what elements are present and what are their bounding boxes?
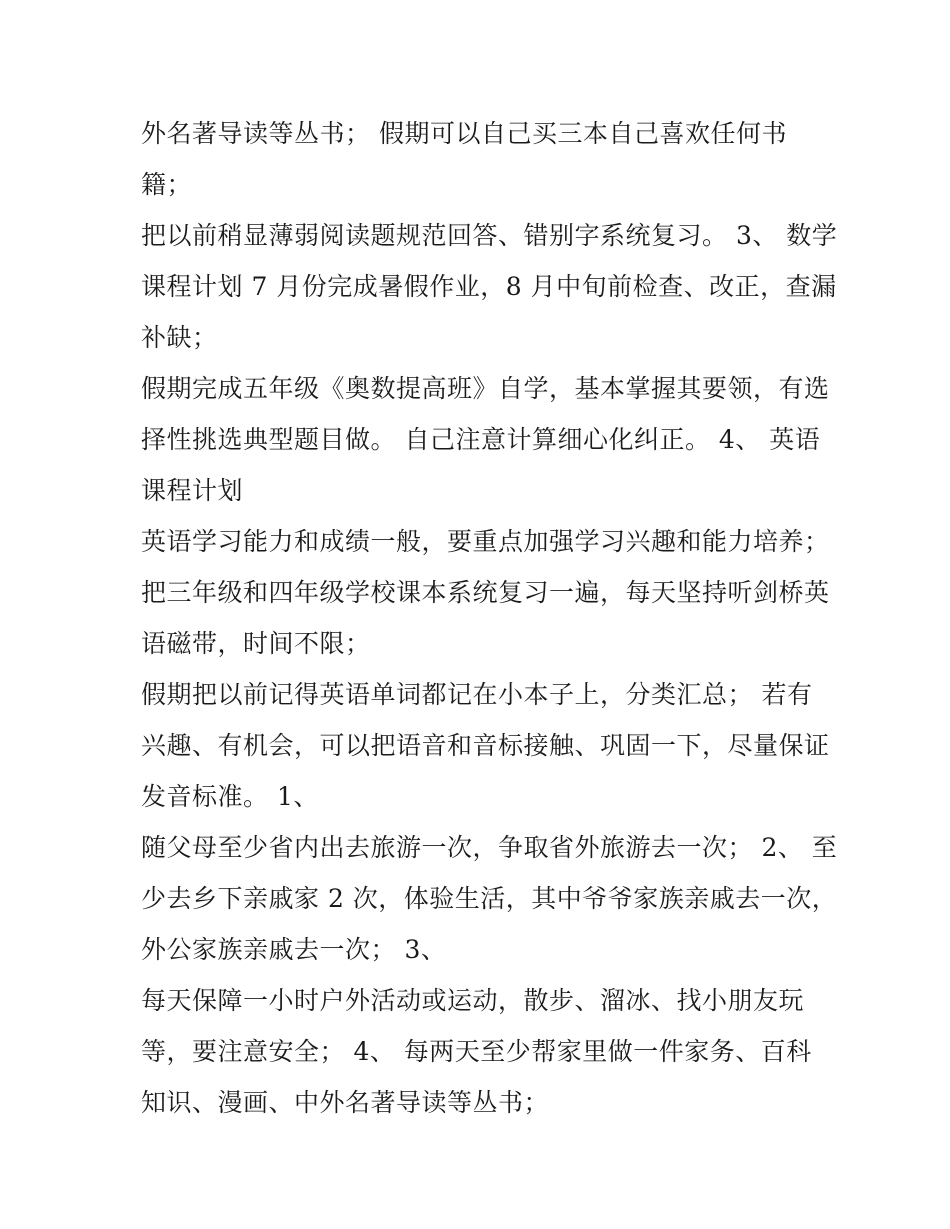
text-line: 外公家族亲戚去一次； 3、 (141, 935, 447, 964)
text-line: 假期把以前记得英语单词都记在小本子上，分类汇总； 若有 (141, 680, 813, 709)
text-line: 知识、漫画、中外名著导读等丛书； (141, 1088, 550, 1117)
text-line: 兴趣、有机会，可以把语音和音标接触、巩固一下，尽量保证 (141, 731, 830, 760)
text-line: 择性挑选典型题目做。 自己注意计算细心化纠正。 4、 英语 (141, 425, 821, 454)
text-line: 随父母至少省内出去旅游一次，争取省外旅游去一次； 2、 至 (141, 833, 838, 862)
text-line: 课程计划 (141, 476, 244, 505)
document-body (141, 108, 841, 1128)
text-line: 英语学习能力和成绩一般，要重点加强学习兴趣和能力培养； (141, 527, 830, 556)
text-line: 把三年级和四年级学校课本系统复习一遍，每天坚持听剑桥英 (141, 578, 830, 607)
text-line: 把以前稍显薄弱阅读题规范回答、错别字系统复习。 3、 数学 (141, 221, 838, 250)
text-line: 课程计划 7 月份完成暑假作业，8 月中旬前检查、改正，查漏 (141, 272, 837, 301)
text-line: 外名著导读等丛书； 假期可以自己买三本自己喜欢任何书 (141, 119, 787, 148)
text-line: 每天保障一小时户外活动或运动，散步、溜冰、找小朋友玩 (141, 986, 805, 1015)
text-line: 语磁带，时间不限； (141, 629, 371, 658)
text-line: 少去乡下亲戚家 2 次，体验生活，其中爷爷家族亲戚去一次， (141, 884, 838, 913)
text-line: 等，要注意安全； 4、 每两天至少帮家里做一件家务、百科 (141, 1037, 812, 1066)
text-line: 发音标准。 1、 (141, 782, 319, 811)
text-line: 假期完成五年级《奥数提高班》自学，基本掌握其要领，有选 (141, 374, 830, 403)
text-line: 籍； (141, 170, 193, 199)
text-line: 补缺； (141, 323, 218, 352)
